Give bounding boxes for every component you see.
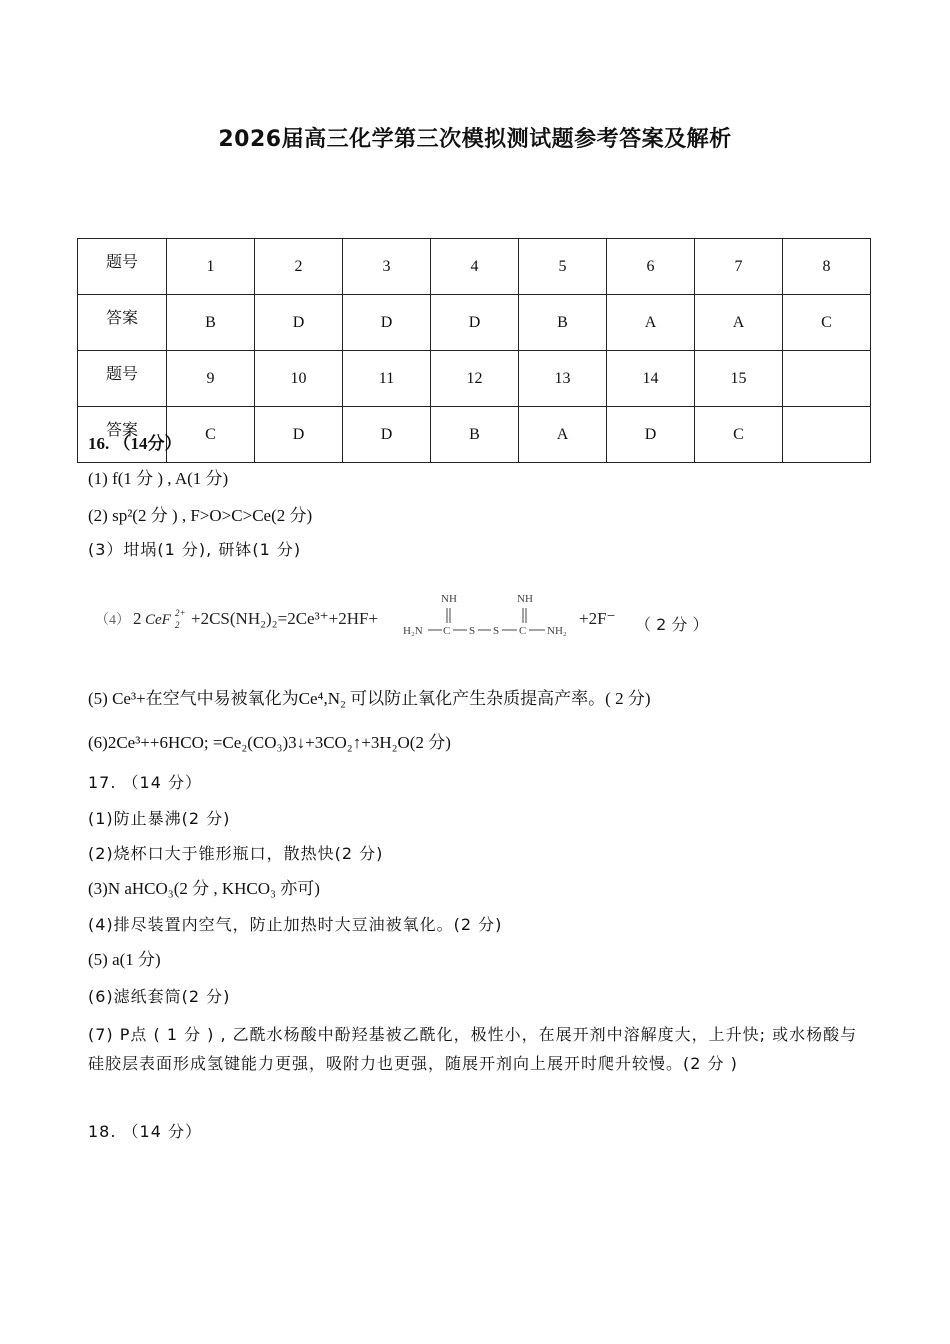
table-cell: A — [695, 295, 783, 351]
table-cell: 12 — [431, 351, 519, 407]
table-cell: D — [607, 407, 695, 463]
table-cell: 11 — [343, 351, 431, 407]
table-cell — [783, 351, 871, 407]
eq-label: （4） — [95, 613, 130, 628]
q16-heading: 16. （14分） — [88, 434, 182, 453]
q16-part6: (6)2Ce³++6HCO; =Ce₂(CO₃)3↓+3CO₂↑+3H₂O(2 分) — [88, 733, 451, 752]
row-header: 答案 — [78, 407, 167, 463]
svg-text:2+: 2+ — [175, 608, 186, 618]
table-cell: B — [431, 407, 519, 463]
table-cell: D — [431, 295, 519, 351]
table-cell: A — [607, 295, 695, 351]
table-cell: C — [783, 295, 871, 351]
eq-reactants: +2CS(NH₂)₂=2Ce³⁺+2HF+ — [191, 609, 379, 628]
row-header: 题号 — [78, 239, 167, 295]
table-cell: 7 — [695, 239, 783, 295]
page-title: 2026届高三化学第三次模拟测试题参考答案及解析 — [218, 127, 732, 152]
table-row — [78, 351, 871, 407]
table-cell: D — [255, 407, 343, 463]
table-cell: 6 — [607, 239, 695, 295]
table-cell: 8 — [783, 239, 871, 295]
eq-score: （ 2 分 ） — [635, 615, 709, 634]
eq-coef: 2 — [133, 609, 142, 628]
eq-cef: CeF — [145, 612, 171, 628]
eq-nh2-end: NH₂ — [547, 625, 567, 637]
table-cell: 10 — [255, 351, 343, 407]
q17-part7: (7) P点 ( 1 分 ) , 乙酰水杨酸中酚羟基被乙酰化，极性小，在展开剂中溶解度大，上升快; 或水杨酸与硅胶层表面形成氢键能力更强，吸附力也更强，随展开剂向上展开时爬升较慢。(2 分 ) — [88, 1025, 858, 1073]
svg-text:2: 2 — [175, 620, 180, 630]
eq-h2n: H₂N — [403, 625, 423, 637]
q17-part2: (2)烧杯口大于锥形瓶口，散热快(2 分) — [88, 844, 384, 863]
table-cell: C — [167, 407, 255, 463]
table-cell: 15 — [695, 351, 783, 407]
table-row — [78, 407, 871, 463]
table-cell: 9 — [167, 351, 255, 407]
eq-nh2: NH — [517, 593, 533, 605]
eq-s2: S — [493, 625, 500, 637]
row-header: 题号 — [78, 351, 167, 407]
table-cell: 1 — [167, 239, 255, 295]
table-cell: B — [167, 295, 255, 351]
table-cell: D — [343, 407, 431, 463]
table-cell: D — [255, 295, 343, 351]
table-cell: B — [519, 295, 607, 351]
table-cell: 3 — [343, 239, 431, 295]
q17-part1: (1)防止暴沸(2 分) — [88, 809, 231, 828]
q17-part6: (6)滤纸套筒(2 分) — [88, 987, 231, 1006]
eq-products: +2F⁻ — [579, 609, 616, 628]
answer-table — [77, 238, 871, 463]
table-cell: D — [343, 295, 431, 351]
table-cell: C — [695, 407, 783, 463]
q16-part5: (5) Ce³+在空气中易被氧化为Ce⁴,N₂ 可以防止氧化产生杂质提高产率。( 2 分) — [88, 689, 651, 708]
q16-part3: (3）坩埚(1 分), 研钵(1 分) — [88, 540, 302, 559]
q17-part4: (4)排尽装置内空气，防止加热时大豆油被氧化。(2 分) — [88, 915, 503, 934]
table-cell: A — [519, 407, 607, 463]
q16-part2: (2) sp²(2 分 ) , F>O>C>Ce(2 分) — [88, 506, 313, 525]
table-cell: 13 — [519, 351, 607, 407]
q18-heading: 18. （14 分） — [88, 1122, 202, 1141]
table-cell: 2 — [255, 239, 343, 295]
table-cell: 4 — [431, 239, 519, 295]
eq-c1: C — [443, 625, 451, 637]
q16-part4-equation — [95, 586, 735, 646]
q17-part5: (5) a(1 分) — [88, 950, 161, 969]
q17-heading: 17. （14 分） — [88, 773, 202, 792]
table-row — [78, 239, 871, 295]
eq-c2: C — [519, 625, 527, 637]
table-cell — [783, 407, 871, 463]
eq-s1: S — [469, 625, 476, 637]
row-header: 答案 — [78, 295, 167, 351]
eq-nh1: NH — [441, 593, 457, 605]
table-cell: 14 — [607, 351, 695, 407]
table-row — [78, 295, 871, 351]
q17-part3: (3)N aHCO₃(2 分 , KHCO₃ 亦可) — [88, 879, 320, 898]
table-cell: 5 — [519, 239, 607, 295]
q16-part1: (1) f(1 分 ) , A(1 分) — [88, 469, 229, 488]
